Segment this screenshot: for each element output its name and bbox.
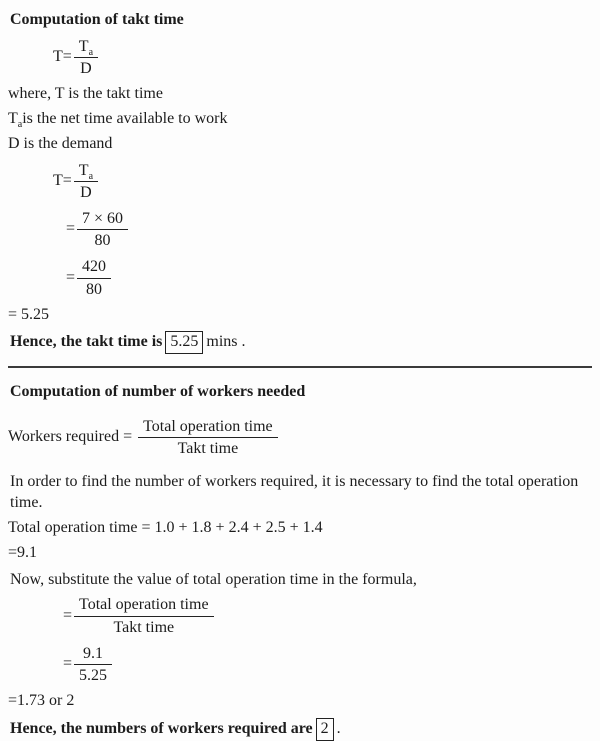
d-definition-line: D is the demand <box>8 134 113 152</box>
fraction <box>138 417 278 458</box>
step-divide <box>63 642 592 687</box>
fraction <box>74 595 214 636</box>
formula-substituted <box>63 593 592 638</box>
formula-lhs: T= <box>53 48 72 66</box>
formula-lhs: T= <box>53 171 72 189</box>
fraction <box>74 161 98 202</box>
fraction-numerator: Total operation time <box>138 417 278 438</box>
workers-needed-section <box>8 382 592 741</box>
section-divider <box>8 366 592 368</box>
numerator-subscript: a <box>88 170 94 182</box>
fraction <box>74 644 112 685</box>
fraction <box>77 257 111 298</box>
fraction-numerator <box>74 161 98 182</box>
workers-formula <box>8 415 592 460</box>
fraction-numerator: 7 × 60 <box>77 209 128 230</box>
workers-section-heading: Computation of number of workers needed <box>10 383 306 401</box>
fraction-denominator: 80 <box>86 280 103 298</box>
ta-text: is the net time available to work <box>22 109 228 127</box>
fraction <box>77 209 128 250</box>
numerator-base: T <box>78 161 89 179</box>
step-multiply <box>66 255 592 300</box>
fraction-denominator: D <box>80 183 92 201</box>
total-operation-time-line: Total operation time = 1.0 + 1.8 + 2.4 + 2.5 + 1.4 <box>8 519 323 537</box>
boxed-answer: 2 <box>316 718 334 741</box>
takt-result-line: = 5.25 <box>8 305 50 323</box>
fraction-denominator: Takt time <box>177 440 239 458</box>
workers-conclusion <box>8 718 592 741</box>
fraction-numerator: 420 <box>77 257 111 278</box>
ta-base: T <box>8 109 18 127</box>
where-line: where, T is the takt time <box>8 85 163 103</box>
substitute-paragraph: Now, substitute the value of total operation time in the formula, <box>10 570 417 588</box>
ta-definition-line <box>8 109 592 130</box>
workers-result-line: =1.73 or 2 <box>8 692 75 710</box>
fraction-numerator: 9.1 <box>74 644 112 665</box>
fraction-denominator: Takt time <box>113 618 175 636</box>
step-substitute-values <box>66 207 592 252</box>
fraction-numerator <box>74 37 98 58</box>
ta-subscript: a <box>17 119 23 131</box>
conclusion-lead: Hence, the numbers of workers required are <box>10 719 313 737</box>
fraction-numerator: Total operation time <box>74 595 214 616</box>
takt-formula-definition <box>53 35 592 80</box>
numerator-base: T <box>78 37 89 55</box>
total-operation-time-result: =9.1 <box>8 543 38 561</box>
takt-conclusion <box>8 331 592 354</box>
conclusion-tail: mins . <box>206 333 246 351</box>
formula-lhs: Workers required = <box>8 428 133 446</box>
conclusion-lead: Hence, the takt time is <box>10 333 163 351</box>
numerator-subscript: a <box>88 46 94 58</box>
fraction-denominator: 80 <box>94 232 111 250</box>
fraction-denominator: 5.25 <box>79 667 108 684</box>
conclusion-tail: . <box>336 719 341 737</box>
takt-section-heading: Computation of takt time <box>10 11 184 28</box>
takt-formula-repeat <box>53 159 592 204</box>
fraction-denominator: D <box>80 59 92 77</box>
equals-sign: = <box>66 268 76 286</box>
fraction <box>74 37 98 78</box>
intro-paragraph: In order to find the number of workers required, it is necessary to find the total operation time. <box>10 473 579 512</box>
equals-sign: = <box>66 220 76 238</box>
boxed-answer: 5.25 <box>165 331 203 354</box>
equals-sign: = <box>63 655 73 673</box>
takt-time-section <box>8 10 592 354</box>
equals-sign: = <box>63 606 73 624</box>
